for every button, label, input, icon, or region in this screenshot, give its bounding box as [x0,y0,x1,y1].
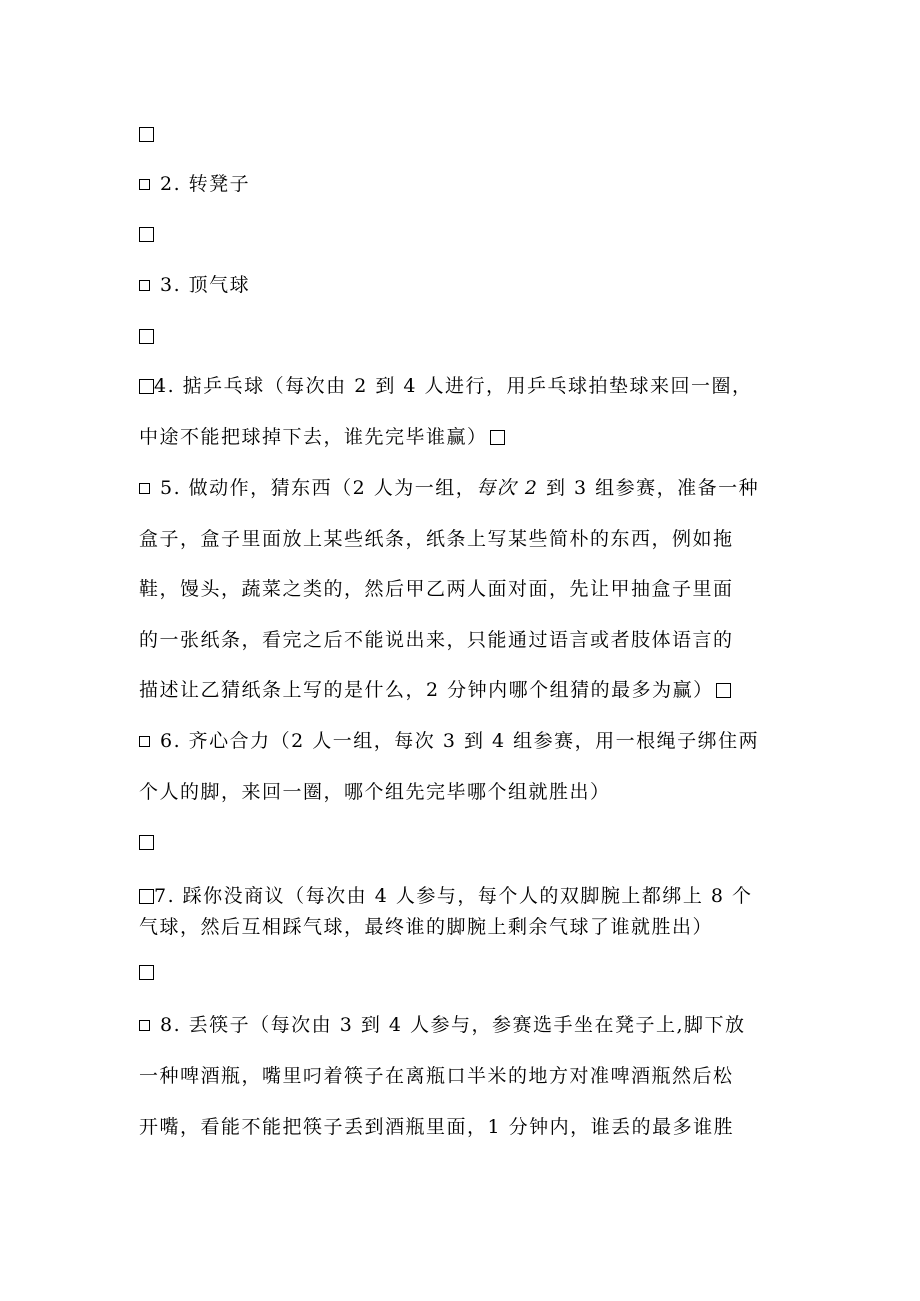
item-text: 的一张纸条，看完之后不能说出来，只能通过语言或者肢体语言的 [139,629,734,651]
small-square-icon [139,1020,150,1031]
item-6-continued [139,779,611,805]
item-8-continued [139,1063,734,1089]
small-square-icon [139,280,150,291]
checkbox-icon [139,965,154,980]
checkbox-icon [716,683,731,698]
item-text: 描述让乙猜纸条上写的是什么，2 分钟内哪个组猜的最多为赢） [139,679,714,701]
item-8-continued [139,1114,734,1140]
item-text-italic: 每次 2 [476,477,539,499]
item-text: 盒子，盒子里面放上某些纸条，纸条上写某些简朴的东西，例如拖 [139,528,734,550]
empty-checkbox-line [139,121,154,147]
item-5-continued [139,526,734,552]
item-7-continued [139,914,713,940]
checkbox-icon [139,127,154,142]
item-text: 6. 齐心合力（2 人一组，每次 3 到 4 组参赛，用一根绳子绑住两 [160,730,760,752]
item-text: 气球，然后互相踩气球，最终谁的脚腕上剩余气球了谁就胜出） [139,916,714,938]
item-3-line [139,272,250,298]
item-2-line [139,171,250,197]
checkbox-icon [139,379,154,394]
item-text: 鞋，馒头，蔬菜之类的，然后甲乙两人面对面，先让甲抽盒子里面 [139,578,734,600]
item-8-line [139,1012,746,1038]
small-square-icon [139,483,150,494]
item-text-after: 到 3 组参赛，准备一种 [538,477,760,499]
item-text: 3. 顶气球 [160,274,251,296]
item-text: 一种啤酒瓶，嘴里叼着筷子在离瓶口半米的地方对准啤酒瓶然后松 [139,1065,734,1087]
item-5-continued [139,627,734,653]
item-text: 中途不能把球掉下去，谁先完毕谁赢） [139,426,488,448]
item-text: 个人的脚，来回一圈，哪个组先完毕哪个组就胜出） [139,781,611,803]
checkbox-icon [139,889,154,904]
item-4-line [139,373,753,399]
empty-checkbox-line [139,323,154,349]
item-5-line [139,475,759,501]
small-square-icon [139,179,150,190]
empty-checkbox-line [139,221,154,247]
item-5-continued [139,576,734,602]
item-7-line [139,883,753,909]
empty-checkbox-line [139,959,154,985]
item-6-line [139,728,759,754]
item-4-continued [139,424,505,450]
item-5-continued [139,677,731,703]
checkbox-icon [139,227,154,242]
checkbox-icon [490,430,505,445]
item-text: 7. 踩你没商议（每次由 4 人参与，每个人的双脚腕上都绑上 8 个 [154,885,753,907]
checkbox-icon [139,329,154,344]
item-text: 2. 转凳子 [160,173,251,195]
item-text: 5. 做动作，猜东西（2 人为一组， [160,477,477,499]
item-text: 开嘴，看能不能把筷子丢到酒瓶里面，1 分钟内，谁丢的最多谁胜 [139,1116,735,1138]
empty-checkbox-line [139,829,154,855]
item-text: 8. 丢筷子（每次由 3 到 4 人参与，参赛选手坐在凳子上,脚下放 [160,1014,746,1036]
item-text: 4. 掂乒乓球（每次由 2 到 4 人进行，用乒乓球拍垫球来回一圈， [154,375,753,397]
checkbox-icon [139,835,154,850]
small-square-icon [139,736,150,747]
